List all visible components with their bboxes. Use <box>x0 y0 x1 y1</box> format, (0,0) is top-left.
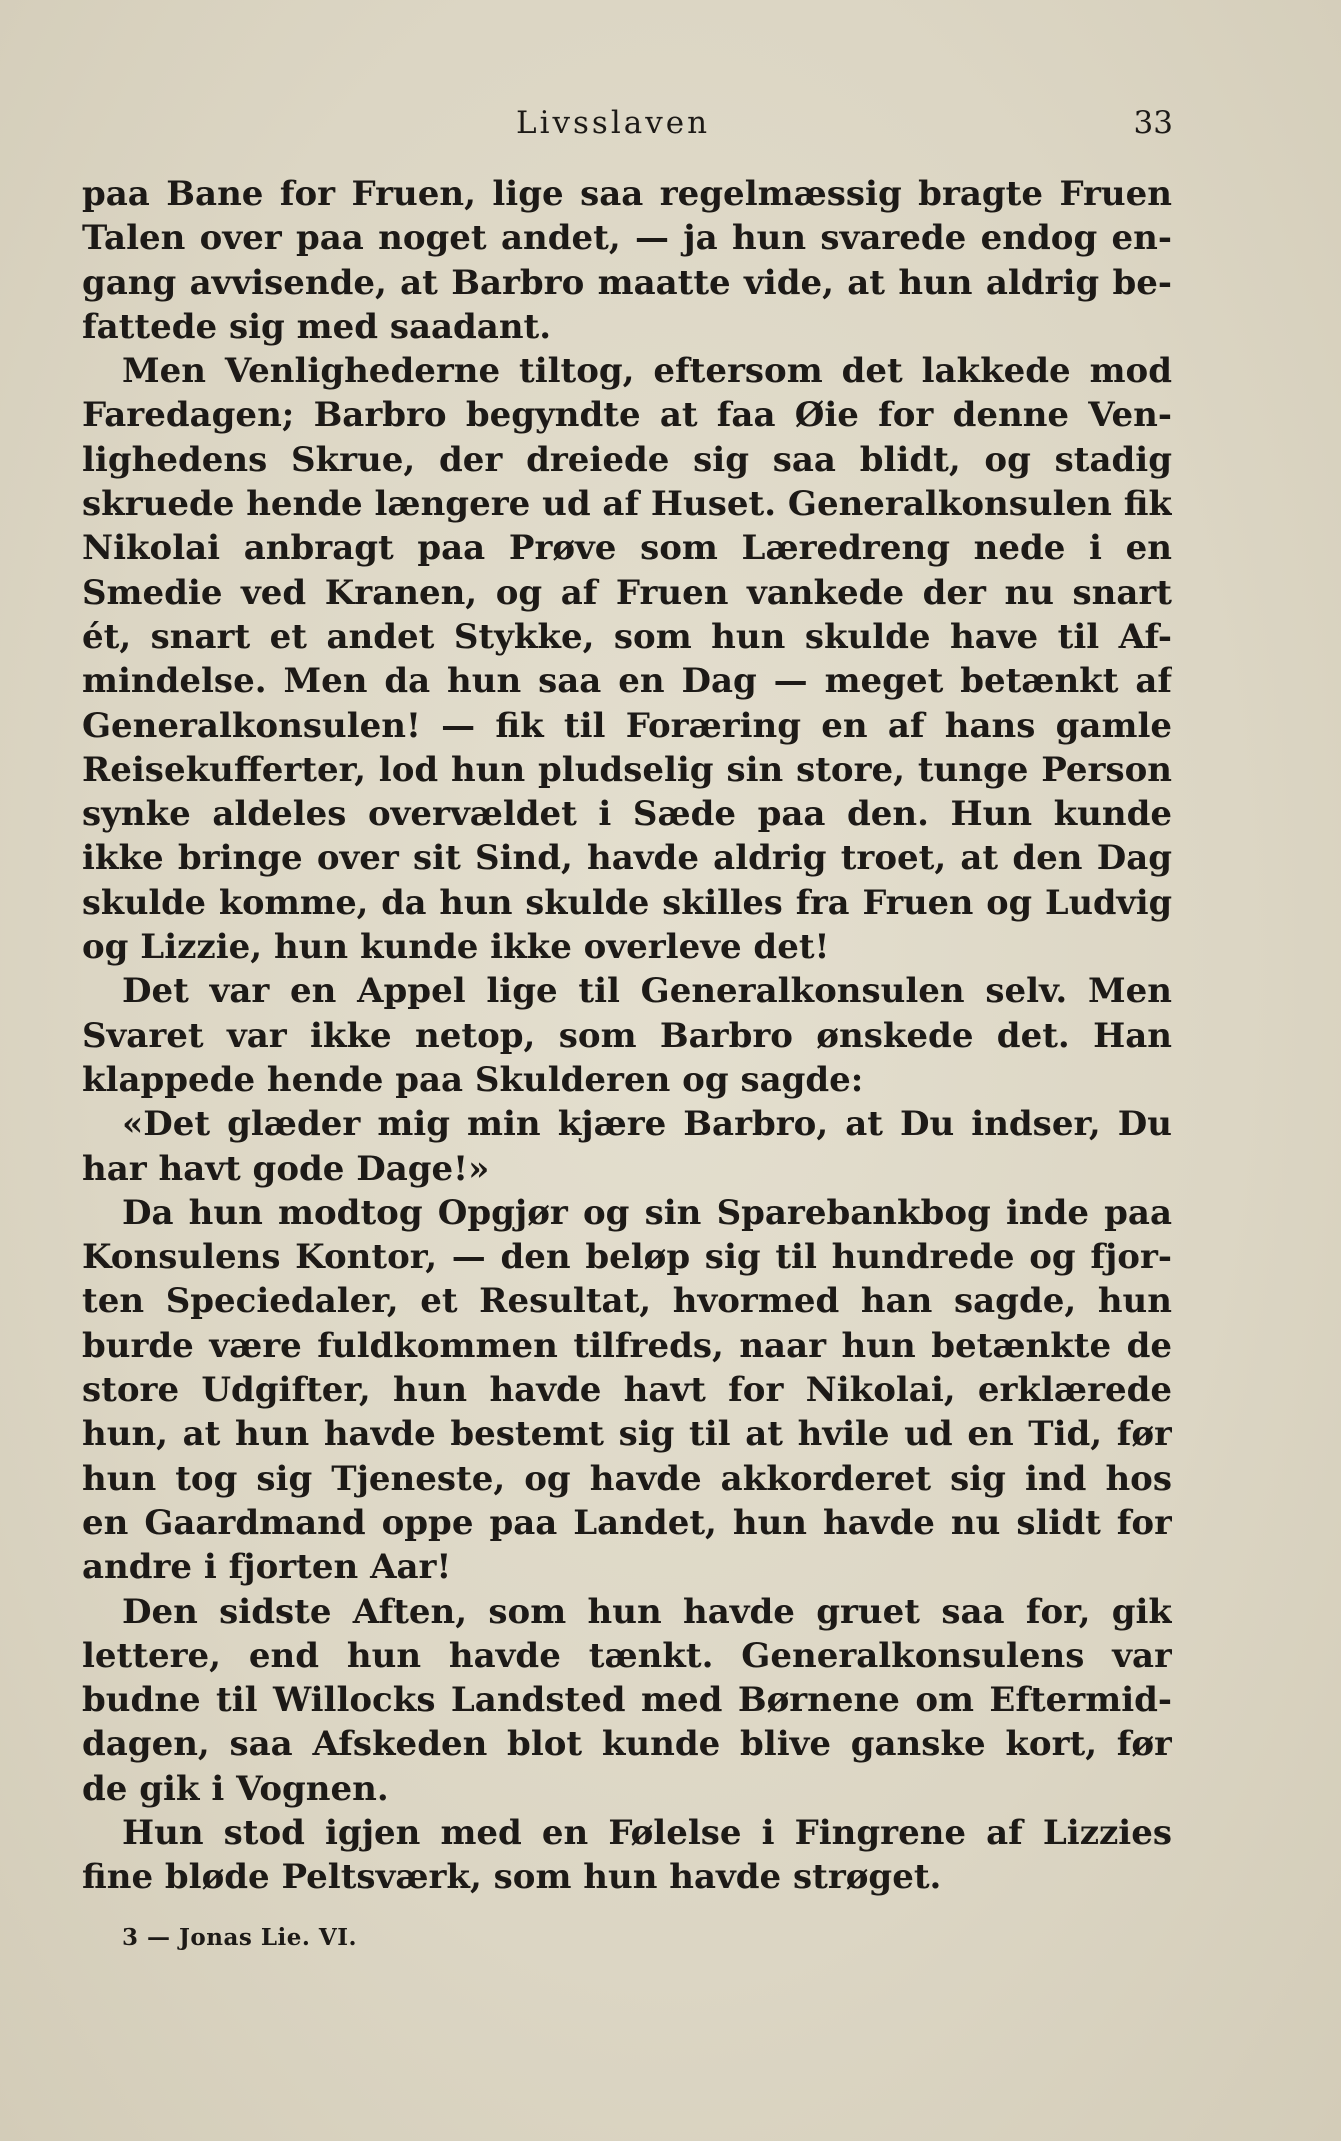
text-line: lettere, end hun havde tænkt. Generalkonsulens var <box>82 1635 1172 1676</box>
text-line: skruede hende længere ud af Huset. Generalkonsulen fik <box>82 484 1172 525</box>
text-line: Talen over paa noget andet, — ja hun svarede endog en- <box>82 218 1172 259</box>
text-line: lighedens Skrue, der dreiede sig saa blidt, og stadig <box>82 439 1172 480</box>
footer-signature: 3 — Jonas Lie. VI. <box>122 1924 357 1951</box>
text-line: Da hun modtog Opgjør og sin Sparebankbog inde paa <box>122 1192 1172 1233</box>
text-line: Nikolai anbragt paa Prøve som Læredreng nede i en <box>82 528 1172 569</box>
text-line: dagen, saa Afskeden blot kunde blive ganske kort, før <box>82 1724 1172 1765</box>
body-text <box>82 172 1172 1900</box>
text-line: har havt gode Dage!» <box>82 1148 490 1189</box>
text-line: gang avvisende, at Barbro maatte vide, at hun aldrig be- <box>82 262 1172 303</box>
text-line: Faredagen; Barbro begyndte at faa Øie for denne Ven- <box>82 395 1172 436</box>
text-line: Reisekufferter, lod hun pludselig sin store, tunge Person <box>82 749 1172 790</box>
text-line: Men Venlighederne tiltog, eftersom det lakkede mod <box>122 351 1172 392</box>
text-line: hun, at hun havde bestemt sig til at hvile ud en Tid, før <box>82 1414 1172 1455</box>
text-line: Smedie ved Kranen, og af Fruen vankede der nu snart <box>82 572 1172 613</box>
text-line: paa Bane for Fruen, lige saa regelmæssig bragte Fruen <box>82 174 1172 214</box>
page-number: 33 <box>1133 105 1173 141</box>
text-line: store Udgifter, hun havde havt for Nikolai, erklærede <box>82 1370 1172 1411</box>
running-head <box>0 98 1341 148</box>
text-line: ét, snart et andet Stykke, som hun skulde have til Af- <box>82 616 1172 657</box>
text-line: hun tog sig Tjeneste, og havde akkorderet sig ind hos <box>82 1458 1172 1499</box>
text-line: Hun stod igjen med en Følelse i Fingrene af Lizzies <box>122 1812 1172 1853</box>
text-line: mindelse. Men da hun saa en Dag — meget betænkt af <box>82 661 1172 702</box>
running-title: Livsslaven <box>516 105 711 141</box>
text-line: «Det glæder mig min kjære Barbro, at Du indser, Du <box>122 1104 1172 1145</box>
text-line: Svaret var ikke netop, som Barbro ønskede det. Han <box>82 1015 1172 1056</box>
text-line: fattede sig med saadant. <box>82 306 552 347</box>
text-line: Konsulens Kontor, — den beløp sig til hundrede og fjor- <box>82 1237 1172 1278</box>
text-line: ikke bringe over sit Sind, havde aldrig troet, at den Dag <box>82 838 1172 879</box>
text-line: en Gaardmand oppe paa Landet, hun havde nu slidt for <box>82 1502 1172 1543</box>
text-line: andre i fjorten Aar! <box>82 1547 452 1588</box>
text-line: synke aldeles overvældet i Sæde paa den. Hun kunde <box>82 794 1172 835</box>
text-line: ten Speciedaler, et Resultat, hvormed han sagde, hun <box>82 1281 1172 1322</box>
text-line: fine bløde Peltsværk, som hun havde strøget. <box>82 1857 942 1898</box>
text-line: de gik i Vognen. <box>82 1768 389 1809</box>
text-line: Den sidste Aften, som hun havde gruet saa for, gik <box>122 1591 1172 1632</box>
text-line: skulde komme, da hun skulde skilles fra Fruen og Ludvig <box>82 882 1172 922</box>
text-line: og Lizzie, hun kunde ikke overleve det! <box>82 927 830 968</box>
text-line: burde være fuldkommen tilfreds, naar hun betænkte de <box>82 1325 1172 1366</box>
text-line: klappede hende paa Skulderen og sagde: <box>82 1059 864 1100</box>
text-line: Generalkonsulen! — fik til Foræring en af hans gamle <box>82 705 1172 746</box>
text-line: Det var en Appel lige til Generalkonsulen selv. Men <box>122 971 1172 1012</box>
text-line: budne til Willocks Landsted med Børnene om Eftermid- <box>82 1680 1172 1721</box>
